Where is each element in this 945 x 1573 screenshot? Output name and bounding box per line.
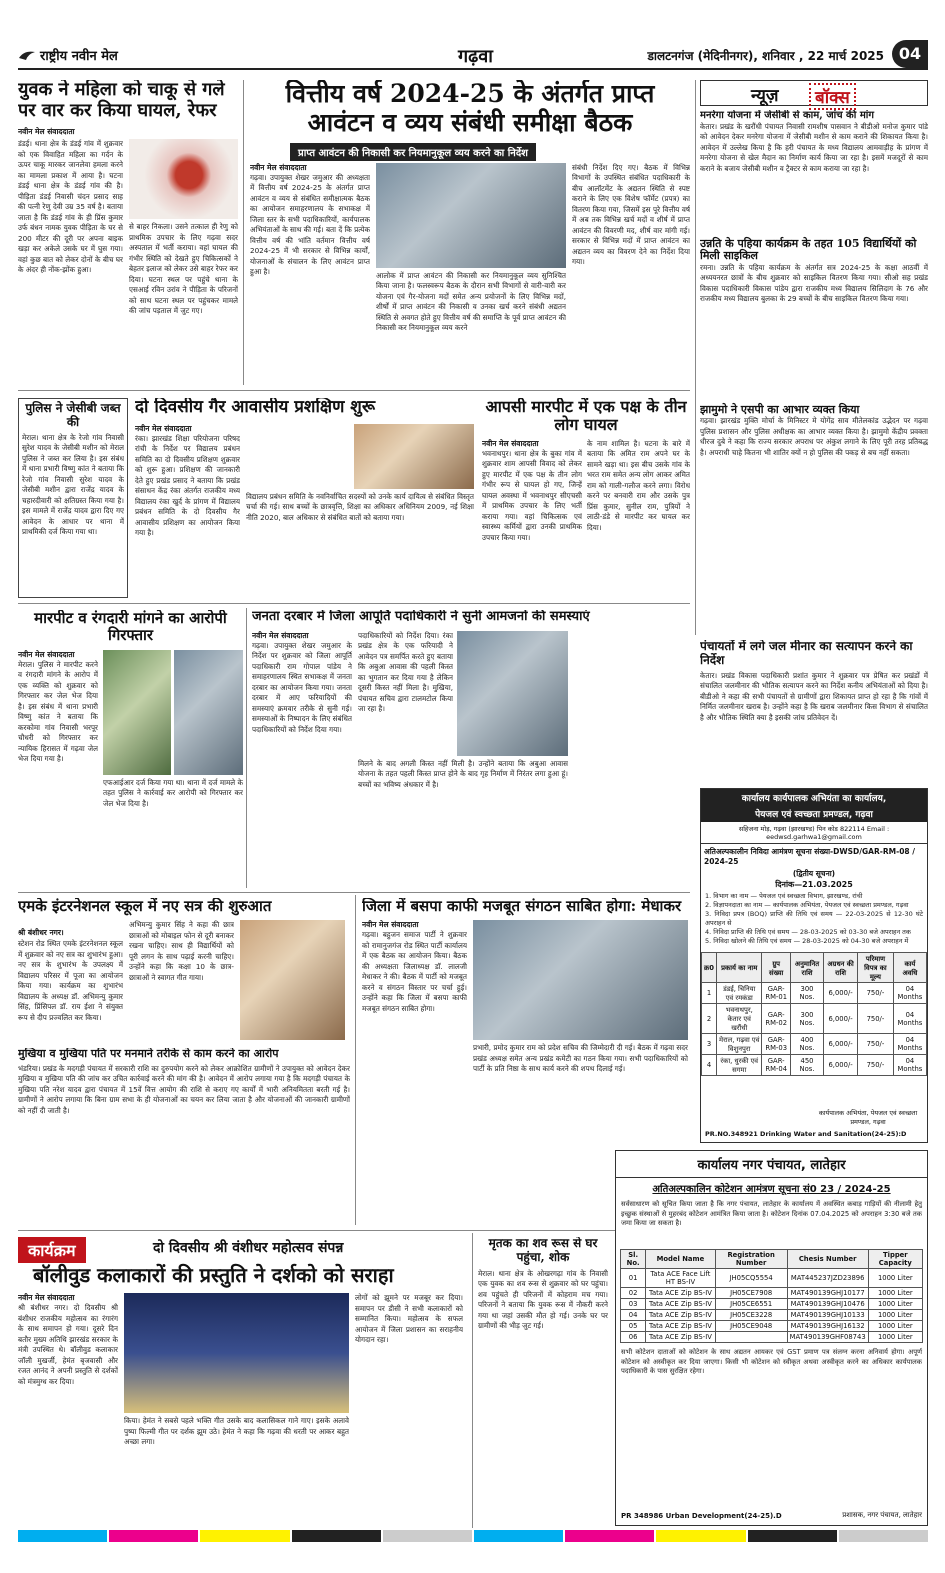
story-body: रंका। झारखंड शिक्षा परियोजना परिषद रांची के निर्देश पर विद्यालय प्रबंधन समिति का दो दिवसीय प्रशिक्षण शुक्रवार को शुरू हुआ। प्रशिक्षण की जानकारी देते हुए प्रखंड प्रसाद ने बताया कि प्रखंड संसाधन केंद्र रंका अंतर्गत राजकीय मध्य विद्यालय रंका खुर्द के प्रांगण में विद्यालय प्रबंधन समिति के दो दिवसीय गैर आवासीय प्रशिक्षण का आयोजन किया गया है। bbox=[135, 433, 240, 538]
quotation-table-cell: Tata ACE Zip BS-IV bbox=[646, 1299, 715, 1310]
quotation-table-cell: MAT490139GHF08743 bbox=[787, 1332, 868, 1343]
tender-table-cell: 750/- bbox=[858, 983, 894, 1004]
quotation-ad bbox=[615, 1150, 928, 1526]
tender-table-cell: 04 Months bbox=[893, 1034, 926, 1055]
arrest-photo-2 bbox=[174, 650, 243, 775]
brand bbox=[18, 46, 118, 64]
story-body-continued: एफआईआर दर्ज किया गया था। थाना में दर्ज मामले के तहत पुलिस ने कार्रवाई कर आरोपी को गिरफ्तार कर जेल भेज दिया है। bbox=[103, 777, 243, 808]
quotation-table-cell: Tata ACE Zip BS-IV bbox=[646, 1332, 715, 1343]
story-body-continued: प्रभारी, प्रमोद कुमार राम को प्रदेश सचिव की जिम्मेदारी दी गई। बैठक में गढ़वा सदर प्रखंड अध्यक्ष समेत अन्य प्रखंड कमेटी का गठन किया गया। सभी पदाधिकारियों को पार्टी के प्रति निष्ठा के साथ कार्य करने की शपथ दिलाई गई। bbox=[473, 1043, 688, 1074]
dateline: डालटनगंज (मेदिनीनगर), शनिवार , 22 मार्च 2025 bbox=[647, 49, 884, 63]
story-body-continued: के नाम शामिल है। घटना के बारे में बताया कि अमित राम अपने घर के सामने खड़ा था। इस बीच उसके गांव के भरत राम समेत अन्य लोग आकर अमित राम को गाली-गलौज करने लगा। विरोध करने पर बनवारी राम और उसके पुत्र प्रिंस कुमार, सुनील राम, पुत्रियों ने लाठी-डंडे से मारपीट कर घायल कर दिया। bbox=[587, 438, 690, 532]
story-body: डंडई। थाना क्षेत्र के डंडई गांव में शुक्रवार को एक विवाहित महिला का गर्दन के ऊपर चाकू मारकर जानलेवा हमला करने का मामला प्रकाश में आया है। घटना डंडई थाना क्षेत्र के डंडई गांव की है। पीड़िता डंडई निवासी चंदन प्रसाद साह की पत्नी रेणु देवी उम्र 35 वर्ष है। बताया जाता है कि डंडई गांव के ही प्रिंस कुमार उर्फ बंधन नामक युवक पीड़िता के घर से 200 मीटर की दूरी पर अपना बाइक खड़ा कर अकेले उसके घर में घुस गया। वहां कुछ बात को लेकर दोनों के बीच घर के अंदर ही नोंक-झोंक हुआ। bbox=[18, 139, 123, 275]
quotation-table-column-header: Sl. No. bbox=[621, 1250, 646, 1269]
tender-table-column-header: क्र0 bbox=[702, 953, 717, 983]
bsp-meeting-photo bbox=[473, 920, 688, 1040]
quotation-ref: PR 348986 Urban Development(24-25).D bbox=[621, 1512, 782, 1520]
tender-table-cell: 6,000/- bbox=[824, 1004, 858, 1034]
tender-subtitle: (द्वितीय सूचना) bbox=[792, 869, 836, 878]
headline: मृतक का शव रूस से घर पहुंचा, शोक bbox=[488, 1237, 598, 1264]
bird-logo-icon bbox=[18, 49, 36, 61]
page-number: 04 bbox=[892, 40, 928, 68]
byline: नवीन मेल संवाददाता bbox=[252, 630, 309, 640]
section-name: गढ़वा bbox=[458, 46, 493, 67]
quotation-table-cell: 1000 Liter bbox=[868, 1332, 922, 1343]
tender-detail: 4. निविदा प्राप्ति की तिथि एवं समय — 28-03-2025 को 03-30 बजे अपराहन तक bbox=[705, 928, 911, 936]
arrest-photo-1 bbox=[103, 650, 171, 775]
section-tag: कार्यक्रम bbox=[18, 1237, 86, 1263]
quotation-table-cell: 1000 Liter bbox=[868, 1299, 922, 1310]
tender-table-column-header: परिमाण विपत्र का मूल्य bbox=[858, 953, 894, 983]
tender-table-cell: 4 bbox=[702, 1055, 717, 1076]
headline: पुलिस ने जेसीबी जब्त की bbox=[25, 401, 121, 429]
divider bbox=[246, 608, 247, 888]
quotation-table-column-header: Model Name bbox=[646, 1250, 715, 1269]
story-body: गढ़वा। उपायुक्त शेखर जमुआर की अध्यक्षता में वित्तीय वर्ष 2024-25 के अंतर्गत प्राप्त आवंटन व व्यय से संबंधित समीक्षात्मक बैठक का आयोजन समाहरणालय के सभाकक्ष में जिला स्तर के सभी पदाधिकारियों, कार्यपालक अभियंताओं के साथ की गई। बता दें कि प्रत्येक वित्तीय वर्ष की भांति वर्तमान वित्तीय वर्ष 2024-25 में भी सरकार से विभिन्न कार्यों, योजनाओं के संचालन के लिए आवंटन प्राप्त हुआ है। bbox=[250, 172, 370, 276]
byline: नवीन मेल संवाददाता bbox=[250, 162, 307, 172]
story-body-continued: किया। हेमंत ने सबसे पहले भक्ति गीत उसके बाद कलासिकल गाने गाए। इसके अलावे पुष्पा फिल्मी गीत पर दर्शक झूम उठे। हेमंत ने कहा कि गढ़वा की धरती पर आकर बहुत अच्छा लगा। bbox=[124, 1416, 349, 1447]
quotation-table-cell: Tata ACE Zip BS-IV bbox=[646, 1288, 715, 1299]
tender-signature: कार्यपालक अभियंता, पेयजल एवं स्वच्छता प्रमण्डल, गढ़वा bbox=[818, 1109, 918, 1126]
story-mukhiya bbox=[18, 1048, 350, 1228]
quotation-table-row bbox=[621, 1310, 923, 1321]
tender-table-cell: रंका, धुरकी एवं सगमा bbox=[716, 1055, 762, 1076]
news-box-body-1: केतार। प्रखंड के खरौंधी पंचायत निवासी रामशीष पासवान ने बीडीओ मनोज कुमार पांडे को आवेदन देकर मनरेगा योजना में जेसीबी मशीन से काम कराने की शिकायत किया है। आवेदन में उल्लेख किया है कि हरी पंचायत के मध्य विद्यालय आमवाड़ीह के प्रांगण में मनरेगा योजना से खेल मैदान का निर्माण कार्य किया जा रहा है। इसमें मजदूरों से काम कराने के बजाय जेसीबी मशीन व ट्रैक्टर से काम कराया जा रहा है। bbox=[700, 121, 928, 173]
meeting-photo bbox=[376, 163, 566, 268]
headline: मुखिया व मुखिया पति पर मनमाने तरीके से काम करने का आरोप bbox=[18, 1048, 279, 1060]
byline: नवीन मेल संवाददाता bbox=[18, 127, 75, 137]
story-knife bbox=[18, 80, 238, 380]
tender-table-row bbox=[702, 1055, 927, 1076]
quotation-table-cell: MAT490139GHJ16132 bbox=[787, 1321, 868, 1332]
quotation-table-cell: 1000 Liter bbox=[868, 1288, 922, 1299]
tender-table-cell: 750/- bbox=[858, 1004, 894, 1034]
tender-table-column-header: ग्रुप संख्या bbox=[762, 953, 790, 983]
quotation-table-cell: 05 bbox=[621, 1321, 646, 1332]
news-box-headline-1: मनरेगा योजना में जेसीबी से काम, जांच की मांग bbox=[700, 110, 875, 121]
story-body-continued-2: संबंधी निर्देश दिए गए। बैठक में विभिन्न विभागों के उपस्थित संबंधित पदाधिकारी के बीच आलॉटमेंट के अद्यतन स्थिति से स्पष्ट कराने के लिए एक विशेष फॉर्मेट (प्रपत्र) का वितरण किया गया, जिसमें इस पूरे वित्तीय वर्ष में अब तक विभिन्न खर्च मदों व शीर्ष में प्राप्त आवंटन की विवरणी मद, शीर्ष वार मांगी गई। सरकार से विभिन्न मदों में प्राप्त आवंटन का अद्यतन व्यय का विवरण देने का निर्देश दिया गया। bbox=[572, 162, 690, 266]
story-body: गढ़वा। बहुजन समाज पार्टी ने शुक्रवार को रामानुजगंज रोड स्थित पार्टी कार्यालय में एक बैठक का आयोजन किया। बैठक की अध्यक्षता जिलाध्यक्ष डॉ. लालजी मेधाकर ने की। बैठक में पार्टी को मजबूत करने व संगठन विस्तार पर चर्चा हुई। उन्होंने कहा कि जिला में बसपा काफी मजबूत संगठन साबित होगा। bbox=[362, 930, 467, 1013]
story-water-tower bbox=[700, 640, 928, 780]
tender-table-cell: 6,000/- bbox=[824, 1055, 858, 1076]
tender-table-cell: भवनाथपुर, केतार एवं खरौंधी bbox=[716, 1004, 762, 1034]
tender-table-row bbox=[702, 983, 927, 1004]
tender-table-cell: 04 Months bbox=[893, 1004, 926, 1034]
quotation-table-cell: MAT490139GHJ10476 bbox=[787, 1299, 868, 1310]
headline: पंचायतों में लगे जल मीनार का सत्यापन करने का निर्देश bbox=[700, 640, 913, 667]
story-body-continued: से बाहर निकला। उसने तत्काल ही रेणु को प्राथमिक उपचार के लिए गढ़वा सदर अस्पताल में भर्ती कराया। वहां घायल की गंभीर स्थिति को देखते हुए चिकित्सकों ने बेहतर इलाज को लेकर उसे बाहर रेफर कर दिया। घटना स्थल पर पहुंचे थाना के एसआई रविन उरांव ने पीड़िता के परिजनों को साथ घटना स्थल पर पहुंचकर मामले की जांच पड़ताल में जुट गए। bbox=[129, 222, 238, 316]
brand-name: राष्ट्रीय नवीन मेल bbox=[40, 49, 118, 64]
tender-table-cell: 04 Months bbox=[893, 1055, 926, 1076]
quotation-table-cell: 01 bbox=[621, 1269, 646, 1288]
quotation-table-cell: JH05CE7908 bbox=[715, 1288, 787, 1299]
news-box-body-2: रमना। उन्नति के पहिया कार्यक्रम के अंतर्गत सत्र 2024-25 के कक्षा आठवीं में अध्ययनरत छात्रों के बीच शुक्रवार को साइकिल वितरण किया गया। सीओ सह प्रखंड विकास पदाधिकारी विकास पांडेय द्वारा राजकीय मध्य विद्यालय सिलिदाग के 76 और राजकीय मध्य विद्यालय बुलका के 29 बच्चों के बीच साइकिल वितरण किया गया। bbox=[700, 262, 928, 304]
quotation-signature: प्रशासक, नगर पंचायत, लातेहार bbox=[842, 1511, 922, 1519]
story-body: स्टेशन रोड स्थित एमके इंटरनेशनल स्कूल में शुक्रवार को नए सत्र का शुभारंभ हुआ। नए सत्र के शुभारंभ के उपलक्ष्य में विद्यालय परिसर में पूजा का आयोजन किया गया। कार्यक्रम का शुभारंभ विद्यालय के अध्यक्ष डॉ. अभिमन्यु कुमार सिंह, प्रिंसिपल डॉ. राय ईशा ने संयुक्त रूप से दीप प्रज्वलित कर किया। bbox=[18, 939, 123, 1022]
headline: वित्तीय वर्ष 2024-25 के अंतर्गत प्राप्त आवंटन व व्यय संबंधी समीक्षा बैठक bbox=[285, 80, 655, 137]
quotation-table-cell: Tata ACE Face Lift HT BS-IV bbox=[646, 1269, 715, 1288]
tender-table-cell: 400 Nos. bbox=[790, 1034, 823, 1055]
story-janta-darbar bbox=[252, 610, 692, 885]
quotation-table-column-header: Registration Number bbox=[715, 1250, 787, 1269]
ad-address: सहिजना मोड़, गढ़वा (झारखण्ड) पिन कोड 822114 Email : eedwsd.garhwa1@gmail.com bbox=[701, 822, 927, 844]
tender-table-cell: 300 Nos. bbox=[790, 983, 823, 1004]
tender-table-column-header: कार्य अवधि bbox=[893, 953, 926, 983]
tender-detail: 3. निविदा प्रपत्र (BOQ) प्राप्ति की तिथि एवं समय — 22-03-2025 से 12-30 घंटे अपराहन से bbox=[705, 910, 923, 927]
tender-table-cell: 6,000/- bbox=[824, 983, 858, 1004]
story-body-continued: आलोक में प्राप्त आवंटन की निकासी कर नियमानुकूल व्यय सुनिश्चित किया जाना है। फलस्वरूप बैठक के दौरान सभी विभागों से वारी-वारी कर योजना एवं गैर-योजना मदों समेत अन्य प्रयोजनों के लिए विभिन्न मदों, शीर्षों में प्राप्त आवंटन की निकासी व उनका खर्च करने संबंधी अद्यतन स्थिति से अवगत होते हुए वित्तीय वर्ष की समाप्ति के पूर्व प्राप्त आवंटन की निकासी कर नियमानुकूल व्यय करने bbox=[376, 270, 566, 332]
quotation-table bbox=[620, 1249, 923, 1343]
quotation-table-row bbox=[621, 1332, 923, 1343]
headline: बॉलीवुड कलाकारों की प्रस्तुति ने दर्शको को सराहा bbox=[33, 1263, 394, 1288]
story-training bbox=[135, 398, 475, 593]
news-box-headline-2: उन्नति के पहिया कार्यक्रम के तहत 105 विद्यार्थियों को मिली साइकिल bbox=[700, 236, 917, 263]
tender-table-column-header: अग्रधन की राशि bbox=[824, 953, 858, 983]
divider bbox=[18, 603, 690, 604]
byline: श्री बंशीधर नगर। bbox=[18, 928, 64, 938]
tender-title: अतिअल्पकालीन निविदा आमंत्रण सूचना संख्या-DWSD/GAR-RM-08 / 2024-25 bbox=[704, 847, 915, 866]
quotation-table-cell: Tata ACE Zip BS-IV bbox=[646, 1310, 715, 1321]
tender-table-cell: GAR-RM-02 bbox=[762, 1004, 790, 1034]
story-body-continued: पदाधिकारियों को निर्देश दिया। रंका प्रखंड क्षेत्र के एक फरियादी ने आवेदन पत्र समर्पित करते हुए बताया कि अबुआ आवास की पहली किस्त का भुगतान कर दिया गया है लेकिन दूसरी किस्त नहीं मिला है। मुखिया, पंचायत सचिव द्वारा टालमटोल किया जा रहा है। bbox=[358, 630, 453, 714]
quotation-table-row bbox=[621, 1288, 923, 1299]
tender-table-cell: 1 bbox=[702, 983, 717, 1004]
quotation-table-cell: MAT490139GHJ10177 bbox=[787, 1288, 868, 1299]
school-photo bbox=[240, 920, 345, 1040]
news-box-headline-3: झामुमो ने एसपी का आभार व्यक्त किया bbox=[700, 402, 860, 416]
story-body-continued: विद्यालय प्रबंधन समिति के नवनिर्वाचित सदस्यों को उनके कार्य दायित्व से संबंधित विस्तृत चर्चा की गई। साथ बच्चों के छात्रवृत्ति, शिक्षा का अधिकार अधिनियम 2009, नई शिक्षा नीति 2020, बाल अधिकार से संबंधित बातों को बताया गया। bbox=[246, 491, 474, 522]
tender-detail: 2. विज्ञापनदाता का नाम — कार्यपालक अभियंता, पेयजल एवं स्वच्छता प्रमण्डल, गढ़वा bbox=[705, 901, 909, 909]
headline: दो दिवसीय गैर आवासीय प्रशक्षिण शुरू bbox=[135, 398, 376, 417]
story-school bbox=[18, 898, 348, 1048]
mahotsav-stage-photo bbox=[124, 1293, 349, 1413]
tender-table-cell: 6,000/- bbox=[824, 1034, 858, 1055]
masthead bbox=[18, 40, 928, 70]
tender-ad bbox=[700, 788, 928, 1143]
quotation-table-cell bbox=[715, 1332, 787, 1343]
quotation-table-row bbox=[621, 1299, 923, 1310]
story-body-continued-2: लोगों को झूमने पर मजबूर कर दिया। समापन पर डीसी ने सभी कलाकारों को सम्मानित किया। महोत्सव के सफल आयोजन में जिला प्रशासन का सराहनीय योगदान रहा। bbox=[355, 1293, 463, 1345]
story-jcb bbox=[18, 398, 128, 598]
tender-detail: 5. निविदा खोलने की तिथि एवं समय — 28-03-2025 को 04-30 बजे अपराहन में bbox=[705, 937, 909, 945]
byline: नवीन मेल संवाददाता bbox=[362, 920, 419, 930]
tender-table-cell: मेराल, गढ़वा एवं विशुनपुरा bbox=[716, 1034, 762, 1055]
tender-table-cell: डंडई, चिनिया एवं रमकंडा bbox=[716, 983, 762, 1004]
quotation-table-cell: JH05CE6551 bbox=[715, 1299, 787, 1310]
divider bbox=[695, 80, 696, 635]
quotation-header: कार्यालय नगर पंचायत, लातेहार bbox=[616, 1151, 927, 1178]
subheadline: प्राप्त आवंटन की निकासी कर नियमानुकूल व्यय करने का निर्देश bbox=[290, 143, 536, 161]
tender-table-cell: 750/- bbox=[858, 1034, 894, 1055]
byline: नवीन मेल संवाददाता bbox=[18, 649, 75, 659]
news-box-body-3: गढ़वा। झारखंड मुक्ति मोर्चा के मिनिस्टर मे योगेंद्र साव मीतेलकांड उद्भेदन पर गढ़वा पुलिस प्रशासन और पुलिस अधीक्षक का आभार व्यक्त किया है। झामुमो केंद्रीय प्रवक्ता धीरज दुबे ने कहा कि राज्य सरकार अपराध पर अंकुश लगाने के लिए पूरी तरह प्रतिबद्ध है। अपराधी चाहे कितना भी शातिर क्यों न हो पुलिस की पकड़ से बच नहीं सकता। bbox=[700, 416, 928, 457]
story-finance bbox=[250, 80, 690, 385]
story-arrest bbox=[18, 610, 243, 885]
quotation-table-cell: 04 bbox=[621, 1310, 646, 1321]
tender-table-cell: 2 bbox=[702, 1004, 717, 1034]
kicker: दो दिवसीय श्री वंशीधर महोत्सव संपन्न bbox=[153, 1240, 344, 1256]
tender-date: दिनांक—21.03.2025 bbox=[775, 880, 853, 889]
tender-table-row bbox=[702, 1004, 927, 1034]
headline: जिला में बसपा काफी मजबूत संगठन साबित होगा: मेधाकर bbox=[362, 898, 682, 915]
tender-table-cell: 300 Nos. bbox=[790, 1004, 823, 1034]
tender-table-cell: GAR-RM-04 bbox=[762, 1055, 790, 1076]
byline: नवीन मेल संवाददाता bbox=[482, 438, 539, 448]
quotation-table-cell: 02 bbox=[621, 1288, 646, 1299]
headline: जनता दरबार में जिला आपूर्ति पदाधिकारी ने सुनी आमजनों की समस्याएं bbox=[252, 610, 590, 624]
news-box-label: न्यूज़ bbox=[751, 86, 779, 106]
divider bbox=[18, 892, 690, 893]
divider bbox=[243, 80, 244, 385]
story-body-continued: अभिमन्यु कुमार सिंह ने कहा की छात्र छात्राओं को मोबाइल फोन से दूरी बनाकर रखना चाहिए। साथ ही विद्यार्थियों को पूरी लगन के साथ पढ़ाई करनी चाहिए। उन्होंने कहा कि कक्षा 10 के छात्र-छात्राओं ने स्वागत गीत गाया। bbox=[129, 920, 234, 982]
quotation-table-cell: MAT490139GHJ10133 bbox=[787, 1310, 868, 1321]
divider bbox=[18, 1230, 690, 1231]
story-body: भंडरिया। प्रखंड के मदगड़ी पंचायत में सरकारी राशि का दुरुपयोग करने को लेकर आक्रोशित ग्रामीणों ने उपायुक्त को आवेदन देकर मुखिया व मुखिया पति की जांच कर उचित कार्रवाई करने की मांग की है। आवेदन में आरोप लगाया गया है कि मदगड़ी पंचायत के मुखिया पति नरेश यादव द्वारा पंचायत में 15वें वित्त आयोग की राशि से कराए गए कार्यों में भारी अनियमितता बरती गई है। ग्रामीणों ने आरोप लगाया कि बिना ग्राम सभा के ही योजनाओं का चयन कर लिया जाता है और योजनाओं की जानकारी ग्रामीणों को नहीं दी जाती है। bbox=[18, 1063, 350, 1115]
quotation-table-cell: JH05CE3228 bbox=[715, 1310, 787, 1321]
quotation-table-cell: 06 bbox=[621, 1332, 646, 1343]
blood-photo bbox=[129, 139, 238, 219]
quotation-table-column-header: Chesis Number bbox=[787, 1250, 868, 1269]
story-clash bbox=[482, 398, 690, 593]
tender-table-cell: GAR-RM-03 bbox=[762, 1034, 790, 1055]
tender-detail: 1. विभाग का नाम — पेयजल एवं स्वच्छता विभाग, झारखण्ड, रांची bbox=[705, 892, 863, 900]
quotation-table-cell: MAT445237JZD23896 bbox=[787, 1269, 868, 1288]
quotation-outro: सभी कोटेशन दाताओं को कोटेशन के साथ अद्यतन आयकर एवं GST प्रमाण पत्र संलग्न करना अनिवार्य होगा। अपूर्ण कोटेशन को अस्वीकृत कर दिया जाएगा। किसी भी कोटेशन को स्वीकृत अथवा अस्वीकृत करने का अधिकार कार्यपालक पदाधिकारी के पास सुरक्षित रहेगा। bbox=[621, 1348, 922, 1375]
quotation-table-cell: 1000 Liter bbox=[868, 1321, 922, 1332]
story-body: भवनाथपुर। थाना क्षेत्र के बुका गांव में शुक्रवार शाम आपसी विवाद को लेकर हुए मारपीट में एक पक्ष के तीन लोग गंभीर रूप से घायल हो गए, जिन्हें घायल अवस्था में भवनाथपुर सीएचसी में प्राथमिक उपचार के लिए भर्ती कराया गया। वहां चिकित्सक एवं स्वास्थ्य कर्मियों द्वारा उनकी प्राथमिक उपचार किया गया। bbox=[482, 448, 582, 542]
story-mahotsav bbox=[18, 1237, 468, 1527]
tender-table-cell: GAR-RM-01 bbox=[762, 983, 790, 1004]
quotation-table-cell: 03 bbox=[621, 1299, 646, 1310]
quotation-intro: सर्वसाधारण को सूचित किया जाता है कि नगर पंचायत, लातेहार के कार्यालय में अवस्थित कबाड़ गाड़ियों की नीलामी हेतु इच्छुक संस्थाओं से मुहरबंद कोटेशन आमंत्रित किया जाता है। कोटेशन दिनांक 07.04.2025 को अपराहन 3:30 बजे तक जमा किया जा सकता है। bbox=[621, 1200, 922, 1227]
story-body: मेराल। थाना क्षेत्र के ओखरगढ़ा गांव के निवासी एक युवक का शव रूस से शुक्रवार को घर पहुंचा। शव पहुंचते ही परिजनों में कोहराम मच गया। परिजनों ने बताया कि युवक रूस में नौकरी करने गया था जहां उसकी मौत हो गई। उनके घर पर ग्रामीणों की भीड़ जुट गई। bbox=[478, 1268, 608, 1331]
janta-darbar-photo bbox=[457, 631, 568, 756]
quotation-title: अतिअल्पकालिन कोटेशन आमंत्रण सूचना सं0 23 / 2024-25 bbox=[652, 1184, 891, 1195]
quotation-table-cell: 1000 Liter bbox=[868, 1310, 922, 1321]
quotation-table-row bbox=[621, 1269, 923, 1288]
byline: नवीन मेल संवाददाता bbox=[18, 1293, 75, 1303]
headline: एमके इंटरनेशनल स्कूल में नए सत्र की शुरुआत bbox=[18, 898, 272, 915]
news-box-title bbox=[700, 80, 928, 106]
story-body-continued-2: मिलने के बाद अगली किस्त नहीं मिली है। उन्होंने बताया कि अबुआ आवास योजना के तहत पहली किस्त प्राप्त होने के बाद गृह निर्माण में निरंतर लगा हुआ हूं। बच्चों का भविष्य अंधकार में है। bbox=[358, 758, 568, 789]
quotation-table-column-header: Tipper Capacity bbox=[868, 1250, 922, 1269]
ad-header-1: कार्यालय कार्यपालक अभियंता का कार्यालय, bbox=[701, 789, 927, 806]
quotation-table-cell: 1000 Liter bbox=[868, 1269, 922, 1288]
story-death bbox=[478, 1237, 608, 1527]
news-box bbox=[700, 110, 928, 630]
tender-table bbox=[701, 952, 927, 1076]
headline: आपसी मारपीट में एक पक्ष के तीन लोग घायल bbox=[485, 398, 687, 435]
ad-header-2: पेयजल एवं स्वच्छता प्रमण्डल, गढ़वा bbox=[701, 806, 927, 822]
story-body: केतार। प्रखंड विकास पदाधिकारी प्रशांत कुमार ने शुक्रवार पत्र प्रेषित कर प्रखंडों में संचालित जलमीनार की भौतिक सत्यापन करने का निर्देश कनीय अभियंताओं को दिया है। बीडीओ ने कहा की सभी पंचायतों से ग्रामीणों द्वारा शिकायत प्राप्त हो रहा है कि गांवों में निर्मित जलमीनार खराब है। उन्होंने कहा है कि खराब जलमीनार किस विभाग से संचालित है और भौतिक स्थिति क्या है इसकी जांच प्रतिवेदन दें। bbox=[700, 670, 928, 722]
quotation-table-row bbox=[621, 1321, 923, 1332]
story-body: मेराल। पुलिस ने मारपीट करने व रंगदारी मांगने के आरोप में एक व्यक्ति को शुक्रवार को गिरफ्तार कर जेल भेज दिया है। इस संबंध में थाना प्रभारी विष्णु कांत ने बताया कि करकोमा गांव निवासी भरपूर चौधरी को गिरफ्तार कर न्यायिक हिरासत में गढ़वा जेल भेज दिया गया है। bbox=[18, 659, 98, 763]
story-body: मेराल। थाना क्षेत्र के रेजो गांव निवासी सुरेश यादव के जेसीबी मशीन को मेराल पुलिस ने जब्त कर लिया है। इस संबंध में थाना प्रभारी विष्णु कांत ने बताया कि रेजो गांव निवासी सुरेश यादव के जेसीबी मशीन द्वारा राजेंद्र यादव के चहारदीवारी को क्षतिग्रस्त किया गया है। इस मामले में राजेंद्र यादव द्वारा दिए गए आवेदन के आधार पर थाना में प्राथमिकी दर्ज किया गया था। bbox=[22, 432, 124, 537]
headline: मारपीट व रंगदारी मांगने का आरोपी गिरफ्तार bbox=[34, 610, 227, 645]
news-box-label-accent: बॉक्स bbox=[809, 83, 856, 110]
tender-table-cell: 3 bbox=[702, 1034, 717, 1055]
quotation-table-cell: Tata ACE Zip BS-IV bbox=[646, 1321, 715, 1332]
tender-table-column-header: अनुमानित राशि bbox=[790, 953, 823, 983]
tender-ref: PR.NO.348921 Drinking Water and Sanitation(24-25):D bbox=[705, 1130, 907, 1138]
divider bbox=[355, 895, 356, 1225]
headline: युवक ने महिला को चाकू से गले पर वार कर किया घायल, रेफर bbox=[18, 80, 225, 121]
divider bbox=[472, 1233, 473, 1528]
training-photo bbox=[354, 424, 474, 489]
divider bbox=[18, 390, 690, 391]
story-body: गढ़वा। उपायुक्त शेखर जमुआर के निर्देश पर शुक्रवार को जिला आपूर्ति पदाधिकारी राम गोपाल पांडेय ने समाहरणालय स्थित सभाकक्ष में जनता दरबार का आयोजन किया गया। जनता दरबार में आए फरियादियों की समस्याएं क्रमवार तरीके से सुनी गई। समस्याओं के निष्पादन के लिए संबंधित पदाधिकारियों को निर्देश दिया गया। bbox=[252, 640, 352, 734]
tender-table-cell: 450 Nos. bbox=[790, 1055, 823, 1076]
story-body: श्री बंशीधर नगर। दो दिवसीय श्री बंशीधर राजकीय महोत्सव का रंगारंग के साथ समापन हो गया। दूसरे दिन बतौर मुख्य अतिथि झारखंड सरकार के मंत्री उपस्थित थे। बॉलीवुड कलाकार जॉली मुखर्जी, हेमंत बृजवासी और रजत आनंद ने अपनी प्रस्तुति से दर्शकों को मंत्रमुग्ध कर दिया। bbox=[18, 1303, 118, 1386]
byline: नवीन मेल संवाददाता bbox=[135, 423, 192, 433]
tender-table-cell: 04 Months bbox=[893, 983, 926, 1004]
tender-table-row bbox=[702, 1034, 927, 1055]
tender-table-column-header: प्रकार्य का नाम bbox=[716, 953, 762, 983]
color-registration-strip bbox=[18, 1530, 928, 1542]
tender-table-cell: 750/- bbox=[858, 1055, 894, 1076]
quotation-table-cell: JH05CE9048 bbox=[715, 1321, 787, 1332]
quotation-table-cell: JH05CQ5554 bbox=[715, 1269, 787, 1288]
